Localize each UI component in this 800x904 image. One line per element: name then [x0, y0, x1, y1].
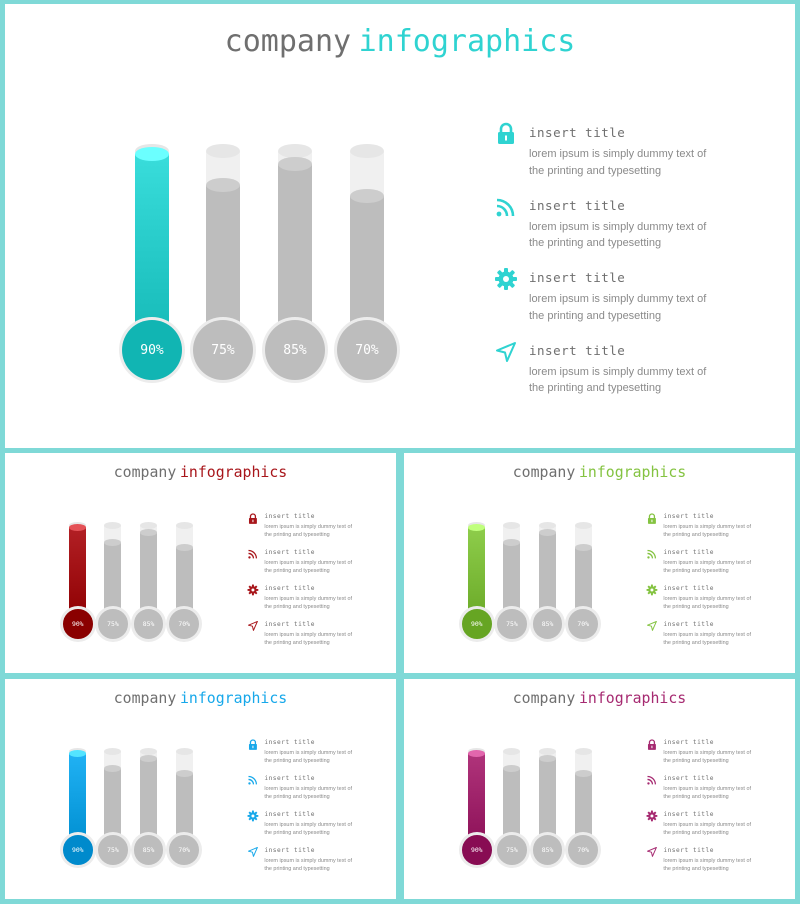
description-line: the printing and typesetting [663, 604, 729, 611]
gear-icon [646, 809, 658, 827]
description-line: the printing and typesetting [529, 237, 662, 249]
thermometer-bulb [568, 609, 598, 639]
slide-magenta [404, 679, 795, 899]
thermometer-level [104, 769, 121, 845]
thermometer-value-label: 75% [506, 620, 518, 629]
legend-item-description [529, 364, 706, 397]
description-line: lorem ipsum is simply dummy text of [663, 596, 751, 603]
legend-item-title: insert title [264, 810, 315, 818]
slide-red [5, 453, 396, 673]
rss-icon [646, 773, 658, 791]
description-line: the printing and typesetting [663, 568, 729, 575]
slide-title [404, 463, 795, 481]
thermometer-bulb [134, 835, 164, 865]
thermometer [575, 679, 592, 899]
slide-main [5, 4, 795, 448]
legend-item-title: insert title [663, 548, 714, 556]
thermometer-level-top [69, 750, 86, 757]
thermometer [206, 4, 240, 448]
thermometer-level [206, 185, 240, 339]
description-line: the printing and typesetting [663, 866, 729, 873]
description-line: lorem ipsum is simply dummy text of [529, 148, 707, 160]
title-accent: infographics [579, 688, 687, 707]
legend-item-title: insert title [663, 620, 714, 628]
thermometer-level [69, 753, 86, 845]
title-main: company [512, 462, 576, 481]
thermometer-bulb [462, 609, 492, 639]
title-main: company [224, 24, 352, 59]
thermometer-value-label: 85% [541, 846, 554, 855]
legend-item [247, 773, 376, 808]
description-line: lorem ipsum is simply dummy text of [264, 596, 352, 603]
lock-icon [247, 737, 259, 755]
description-line: lorem ipsum is simply dummy text of [663, 822, 751, 829]
thermometer-level [69, 527, 86, 619]
legend-item [494, 122, 754, 192]
description-line: the printing and typesetting [264, 866, 330, 873]
legend-item-title: insert title [264, 738, 315, 746]
thermometer-level [278, 164, 312, 339]
thermometer-bulb [265, 320, 325, 380]
legend-item-title: insert title [529, 270, 626, 285]
thermometer-bulb [122, 320, 182, 380]
description-line: lorem ipsum is simply dummy text of [663, 857, 751, 864]
thermometer-value-label: 70% [577, 846, 589, 855]
thermometer [503, 679, 520, 899]
description-line: lorem ipsum is simply dummy text of [264, 750, 352, 757]
legend-item-title: insert title [264, 846, 315, 854]
description-line: lorem ipsum is simply dummy text of [529, 293, 707, 305]
legend-item-title: insert title [663, 512, 714, 520]
thermometer [69, 453, 86, 673]
legend-item [646, 737, 775, 772]
legend-item-title: insert title [264, 512, 315, 520]
thermometer-value-label: 85% [142, 846, 155, 855]
slide-green [404, 453, 795, 673]
legend-item-description [264, 749, 352, 765]
rss-icon [494, 195, 518, 224]
description-line: lorem ipsum is simply dummy text of [529, 365, 707, 378]
thermometer-value-label: 75% [506, 846, 518, 855]
description-line: lorem ipsum is simply dummy text of [264, 857, 352, 864]
thermometer-value-label: 90% [470, 846, 483, 855]
thermometer-value-label: 70% [577, 620, 589, 629]
legend-item-title: insert title [529, 125, 626, 140]
thermometer [503, 453, 520, 673]
legend-item-description [663, 749, 751, 765]
thermometer [539, 679, 556, 899]
legend-item-description [264, 857, 352, 873]
legend-item [646, 773, 775, 808]
legend-item [646, 619, 775, 654]
thermometer-level [539, 758, 556, 844]
thermometer-value-label: 75% [107, 620, 119, 629]
legend-item-title: insert title [529, 197, 626, 213]
description-line: the printing and typesetting [264, 758, 330, 765]
legend-item-title: insert title [264, 620, 315, 628]
rss-icon [247, 773, 259, 791]
legend-item-title: insert title [663, 738, 714, 746]
thermometer-level [176, 774, 193, 845]
navigation-arrow-icon [247, 619, 259, 637]
navigation-arrow-icon [247, 845, 259, 863]
description-line: the printing and typesetting [529, 309, 662, 322]
thermometer-bulb [497, 609, 527, 639]
legend-item [247, 737, 376, 772]
thermometer-bulb [337, 320, 397, 380]
thermometer-value-label: 85% [283, 342, 307, 358]
legend-item-title: insert title [529, 342, 626, 358]
legend-item-description [529, 146, 706, 179]
thermometer [135, 4, 169, 448]
title-accent: infographics [180, 688, 288, 707]
legend-item-description [663, 595, 751, 611]
thermometer-value-label: 75% [107, 846, 119, 855]
thermometer-level-top [350, 189, 384, 203]
navigation-arrow-icon [494, 340, 518, 369]
thermometer [575, 453, 592, 673]
thermometer-value-label: 90% [71, 620, 84, 629]
slide-title [5, 463, 396, 481]
description-line: the printing and typesetting [264, 532, 330, 539]
legend-item-title: insert title [264, 548, 315, 556]
gear-icon [247, 583, 259, 601]
thermometer-level-top [468, 750, 485, 757]
description-line: lorem ipsum is simply dummy text of [264, 560, 352, 567]
description-line: the printing and typesetting [264, 640, 330, 647]
description-line: lorem ipsum is simply dummy text of [663, 524, 751, 531]
legend-item [494, 195, 754, 265]
thermometer-level-top [539, 529, 556, 536]
description-line: the printing and typesetting [264, 568, 330, 575]
thermometer-value-label: 90% [140, 342, 164, 358]
description-line: lorem ipsum is simply dummy text of [264, 822, 352, 829]
legend-item-description [663, 785, 751, 801]
thermometer-level [468, 527, 485, 619]
legend-item-title: insert title [264, 584, 315, 592]
legend-item [247, 583, 376, 618]
legend-item-description [663, 523, 751, 539]
thermometer-level-top [140, 529, 157, 536]
thermometer-cap [206, 144, 240, 158]
thermometer-level [503, 543, 520, 619]
gear-icon [646, 583, 658, 601]
thermometer [140, 453, 157, 673]
legend-item-description [529, 219, 706, 252]
description-line: the printing and typesetting [264, 794, 330, 801]
description-line: the printing and typesetting [529, 382, 662, 394]
legend-item-description [264, 785, 352, 801]
description-line: the printing and typesetting [264, 604, 330, 611]
description-line: lorem ipsum is simply dummy text of [663, 786, 751, 793]
slide-title [5, 689, 396, 707]
thermometer [350, 4, 384, 448]
thermometer-level [575, 774, 592, 845]
legend-item-title: insert title [663, 584, 714, 592]
description-line: lorem ipsum is simply dummy text of [663, 750, 751, 757]
legend-item-title: insert title [663, 846, 714, 854]
thermometer [278, 4, 312, 448]
description-line: lorem ipsum is simply dummy text of [529, 220, 707, 233]
thermometer-value-label: 90% [71, 846, 84, 855]
thermometer [468, 679, 485, 899]
thermometer-bulb [63, 835, 93, 865]
slide-blue [5, 679, 396, 899]
legend-item-description [529, 291, 706, 324]
thermometer-bulb [193, 320, 253, 380]
slide-title [5, 24, 795, 59]
legend-item-description [663, 821, 751, 837]
description-line: lorem ipsum is simply dummy text of [264, 631, 352, 638]
legend-item-description [264, 595, 352, 611]
gear-icon [494, 267, 518, 296]
rss-icon [646, 547, 658, 565]
thermometer-value-label: 90% [470, 620, 483, 629]
legend-item [646, 583, 775, 618]
description-line: the printing and typesetting [529, 164, 662, 177]
thermometer-level [135, 154, 169, 339]
legend-item-title: insert title [663, 774, 714, 782]
legend-item [247, 619, 376, 654]
thermometer-level-top [140, 755, 157, 762]
legend-item [247, 547, 376, 582]
description-line: lorem ipsum is simply dummy text of [663, 560, 751, 567]
description-line: the printing and typesetting [663, 794, 729, 801]
thermometer [176, 453, 193, 673]
legend-item [494, 340, 754, 410]
title-accent: infographics [180, 462, 288, 481]
thermometer-value-label: 70% [178, 846, 190, 855]
description-line: lorem ipsum is simply dummy text of [264, 524, 352, 531]
thermometer-level [350, 196, 384, 339]
lock-icon [646, 511, 658, 529]
legend-item [646, 547, 775, 582]
legend-item [646, 845, 775, 880]
legend-item-title: insert title [663, 810, 714, 818]
thermometer [539, 453, 556, 673]
thermometer-bulb [533, 609, 563, 639]
legend-item [247, 845, 376, 880]
thermometer [69, 679, 86, 899]
description-line: lorem ipsum is simply dummy text of [663, 631, 751, 638]
description-line: the printing and typesetting [663, 532, 729, 539]
legend-item-title: insert title [264, 774, 315, 782]
title-accent: infographics [358, 24, 576, 59]
thermometer-value-label: 85% [142, 620, 155, 629]
navigation-arrow-icon [646, 619, 658, 637]
legend-item [247, 809, 376, 844]
thermometer-level [176, 548, 193, 619]
legend-item [494, 267, 754, 337]
description-line: the printing and typesetting [264, 830, 330, 837]
thermometer-bulb [169, 835, 199, 865]
description-line: lorem ipsum is simply dummy text of [264, 786, 352, 793]
legend-item-description [264, 631, 352, 647]
thermometer-cap [278, 144, 312, 158]
thermometer-bulb [134, 609, 164, 639]
description-line: the printing and typesetting [663, 758, 729, 765]
rss-icon [247, 547, 259, 565]
legend-item [646, 511, 775, 546]
legend-item-description [663, 559, 751, 575]
thermometer-bulb [533, 835, 563, 865]
thermometer-level-top [539, 755, 556, 762]
title-accent: infographics [579, 462, 687, 481]
legend-item-description [663, 857, 751, 873]
thermometer-cap [350, 144, 384, 158]
thermometer-level-top [69, 524, 86, 531]
legend-item [247, 511, 376, 546]
legend-item-description [663, 631, 751, 647]
legend-item-description [264, 559, 352, 575]
thermometer-value-label: 85% [541, 620, 554, 629]
thermometer-bulb [98, 835, 128, 865]
thermometer-level [539, 532, 556, 618]
thermometer-level [104, 543, 121, 619]
thermometer-level-top [135, 147, 169, 161]
lock-icon [646, 737, 658, 755]
thermometer-bulb [462, 835, 492, 865]
thermometer-value-label: 70% [355, 342, 379, 358]
thermometer-bulb [169, 609, 199, 639]
thermometer-level [140, 532, 157, 618]
thermometer [140, 679, 157, 899]
description-line: the printing and typesetting [663, 830, 729, 837]
thermometer-value-label: 70% [178, 620, 190, 629]
thermometer [104, 679, 121, 899]
gear-icon [247, 809, 259, 827]
thermometer-bulb [568, 835, 598, 865]
thermometer-bulb [497, 835, 527, 865]
thermometer-bulb [98, 609, 128, 639]
title-main: company [113, 462, 177, 481]
thermometer-level-top [468, 524, 485, 531]
legend-item-description [264, 821, 352, 837]
thermometer-bulb [63, 609, 93, 639]
navigation-arrow-icon [646, 845, 658, 863]
thermometer-level [503, 769, 520, 845]
thermometer [104, 453, 121, 673]
title-main: company [512, 688, 576, 707]
lock-icon [494, 122, 518, 151]
thermometer-level [140, 758, 157, 844]
legend-item-description [264, 523, 352, 539]
slide-title [404, 689, 795, 707]
thermometer-level [575, 548, 592, 619]
description-line: the printing and typesetting [663, 640, 729, 647]
thermometer-value-label: 75% [211, 342, 235, 358]
title-main: company [113, 688, 177, 707]
thermometer [468, 453, 485, 673]
legend-item [646, 809, 775, 844]
lock-icon [247, 511, 259, 529]
thermometer [176, 679, 193, 899]
thermometer-level [468, 753, 485, 845]
